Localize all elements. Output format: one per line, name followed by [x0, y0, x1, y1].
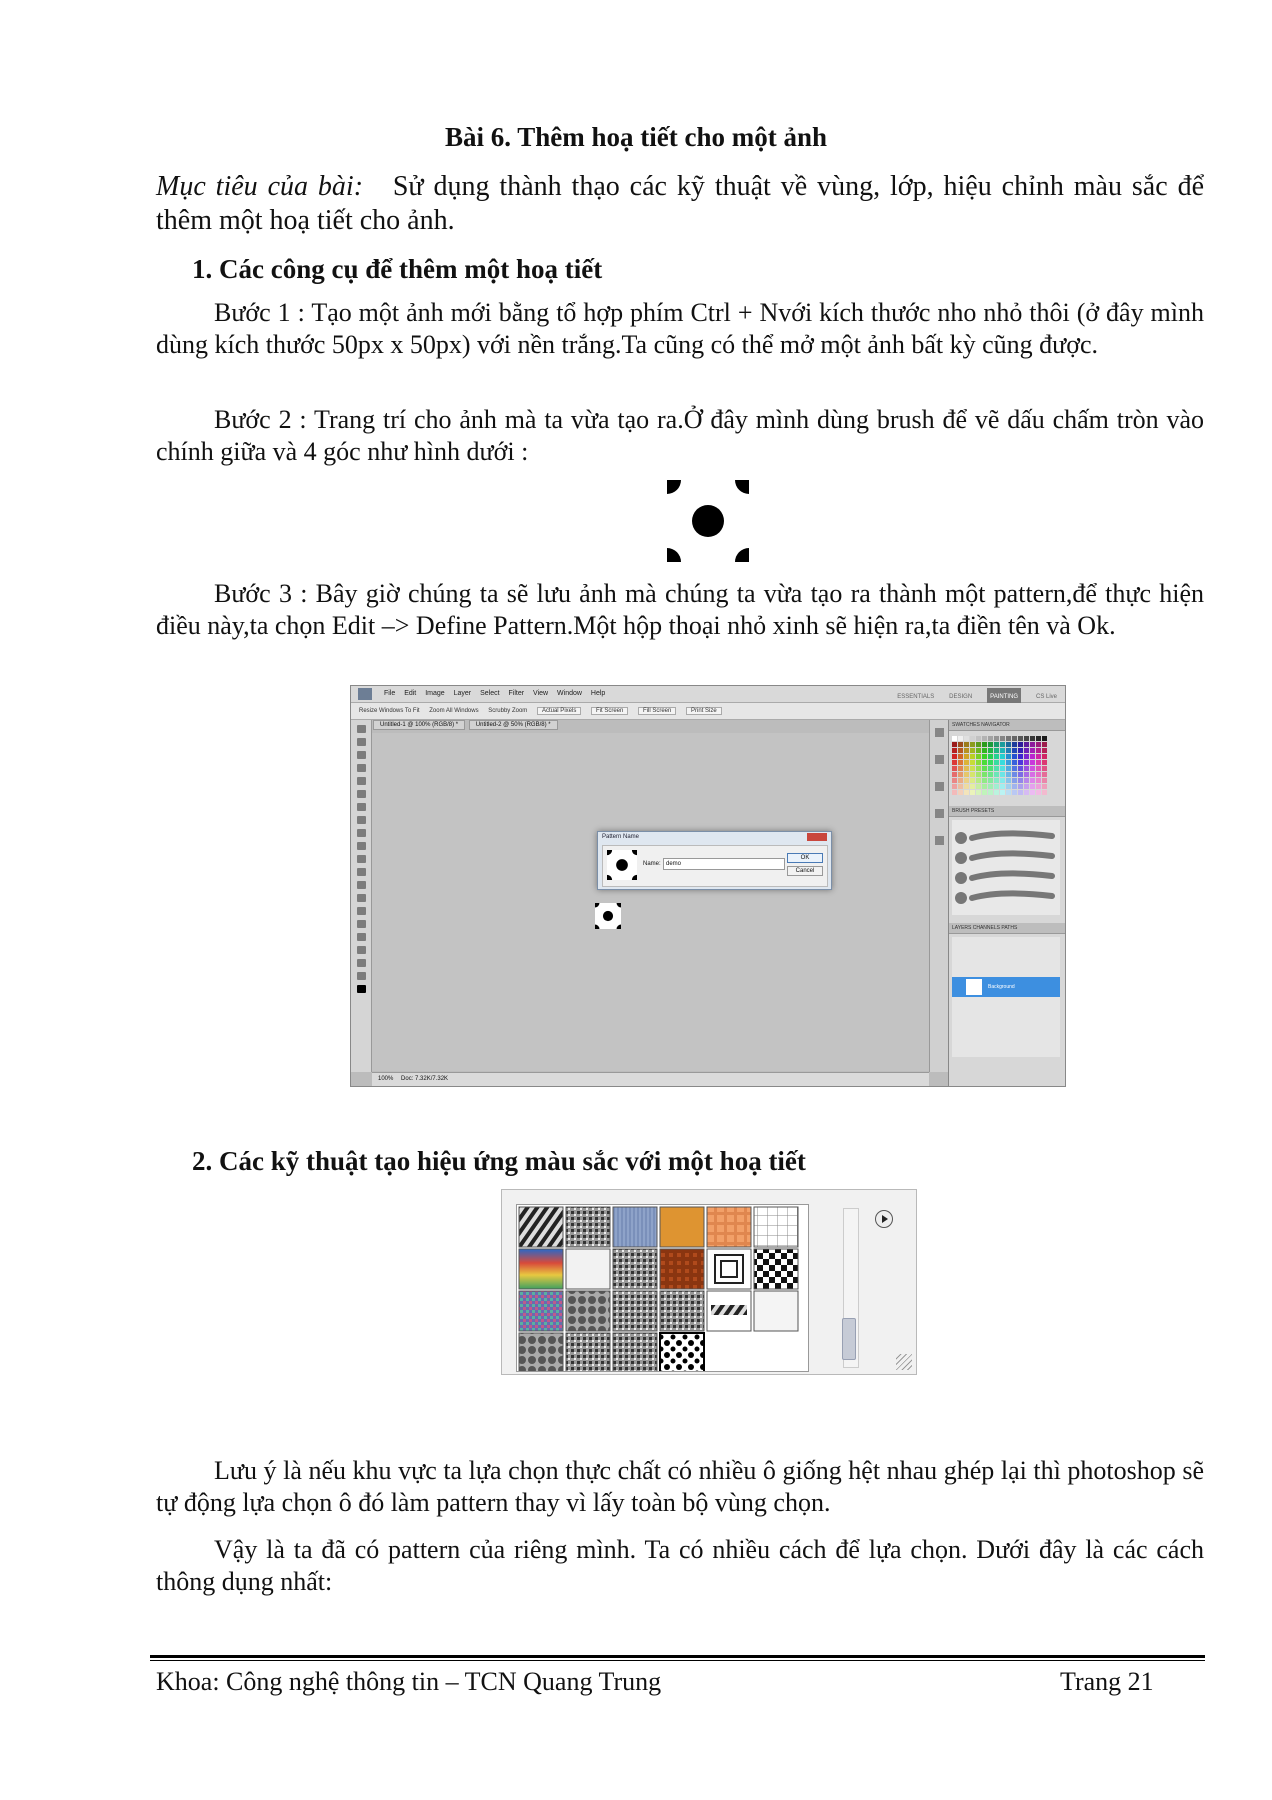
- ps-healing-tool-icon[interactable]: [357, 803, 366, 811]
- note-text: Lưu ý là nếu khu vực ta lựa chọn thực chất có nhiều ô giống hệt nhau ghép lại thì photoshop sẽ tự động lựa chọn ô đó làm pattern thay vì lấy toàn bộ vùng chọn.: [156, 1456, 1204, 1517]
- ps-foreground-color-icon[interactable]: [357, 985, 366, 993]
- dialog-title: Pattern Name: [602, 834, 640, 840]
- pattern-name-input[interactable]: demo: [663, 858, 785, 870]
- ps-magic-wand-tool-icon[interactable]: [357, 764, 366, 772]
- ps-workspace-design[interactable]: DESIGN: [949, 694, 973, 700]
- ps-crop-tool-icon[interactable]: [357, 777, 366, 785]
- ps-stamp-tool-icon[interactable]: [357, 829, 366, 837]
- ps-actual-pixels-button[interactable]: Actual Pixels: [537, 707, 581, 715]
- ps-dodge-tool-icon[interactable]: [357, 894, 366, 902]
- objective-text: Sử dụng thành thạo các kỹ thuật về vùng, lớp, hiệu chỉnh màu sắc để thêm một hoạ tiết cho ảnh.: [156, 171, 1205, 236]
- ps-dock-adjust-icon[interactable]: [935, 755, 944, 764]
- ps-panels-column: [948, 720, 1066, 1086]
- ps-document-tabs: [373, 720, 560, 732]
- step-3-text: Bước 3 : Bây giờ chúng ta sẽ lưu ảnh mà chúng ta vừa tạo ra thành một pattern,để thực hiện điều này,ta chọn Edit –> Define Pattern.Một hộp thoại nhỏ xinh sẽ hiện ra,ta điền tên và Ok.: [156, 579, 1204, 640]
- ps-gradient-tool-icon[interactable]: [357, 868, 366, 876]
- ps-eyedropper-tool-icon[interactable]: [357, 790, 366, 798]
- ps-dock-clone-icon[interactable]: [935, 809, 944, 818]
- ps-layers-panel: [952, 937, 1060, 1057]
- pattern-name-dialog: [597, 831, 832, 890]
- ps-status-doc: Doc: 7.32K/7.32K: [401, 1076, 449, 1082]
- ps-menu-edit[interactable]: Edit: [404, 690, 417, 697]
- pattern-preview-thumbnail: [607, 850, 637, 880]
- step-1-paragraph: [156, 297, 1204, 361]
- photoshop-screenshot: [350, 685, 1066, 1087]
- ps-type-tool-icon[interactable]: [357, 920, 366, 928]
- pattern-name-label: Name:: [643, 861, 661, 867]
- ps-menu-image[interactable]: Image: [425, 690, 445, 697]
- conclusion-paragraph: [156, 1534, 1204, 1598]
- pattern-grid: [516, 1204, 809, 1372]
- objective-label: Mục tiêu của bài:: [156, 171, 364, 202]
- ps-marquee-tool-icon[interactable]: [357, 738, 366, 746]
- ps-option-zoom-all[interactable]: Zoom All Windows: [429, 708, 479, 714]
- step-2-text: Bước 2 : Trang trí cho ảnh mà ta vừa tạo ra.Ở đây mình dùng brush để vẽ dấu chấm tròn vào chính giữa và 4 góc như hình dưới :: [156, 405, 1204, 466]
- dialog-ok-button[interactable]: OK: [787, 853, 823, 863]
- ps-panel-dock: [929, 720, 948, 1072]
- footer-rule-thin: [150, 1660, 1205, 1661]
- ps-logo-icon: [358, 688, 372, 700]
- ps-doc-tab-1[interactable]: Untitled-1 @ 100% (RGB/8) *: [373, 720, 465, 730]
- ps-menu-select[interactable]: Select: [480, 690, 500, 697]
- dot-pattern-image: [667, 480, 749, 562]
- step-2-paragraph: [156, 404, 1204, 468]
- pattern-scrollbar[interactable]: [839, 1208, 861, 1384]
- resize-grip-icon[interactable]: [896, 1354, 912, 1370]
- ps-layer-thumbnail: [966, 979, 982, 995]
- ps-workspace-painting[interactable]: PAINTING: [987, 688, 1021, 706]
- ps-blur-tool-icon[interactable]: [357, 881, 366, 889]
- pattern-menu-arrow-icon[interactable]: [875, 1210, 893, 1228]
- ps-layer-background[interactable]: [952, 977, 1060, 997]
- ps-status-zoom[interactable]: 100%: [378, 1076, 394, 1082]
- pattern-picker-panel: [501, 1189, 917, 1375]
- ps-layers-tab[interactable]: LAYERS CHANNELS PATHS: [949, 923, 1066, 934]
- ps-eraser-tool-icon[interactable]: [357, 855, 366, 863]
- objective-paragraph: [156, 170, 1204, 238]
- ps-swatches-tab[interactable]: SWATCHES NAVIGATOR: [949, 720, 1066, 731]
- ps-shape-tool-icon[interactable]: [357, 946, 366, 954]
- footer-rule-thick: [150, 1655, 1205, 1658]
- ps-history-brush-tool-icon[interactable]: [357, 842, 366, 850]
- dialog-cancel-button[interactable]: Cancel: [787, 866, 823, 876]
- ps-menu-file[interactable]: File: [383, 690, 396, 697]
- ps-swatches-grid[interactable]: [952, 734, 1048, 798]
- ps-menu-window[interactable]: Window: [557, 690, 582, 697]
- ps-fit-screen-button[interactable]: Fit Screen: [591, 707, 628, 715]
- ps-dock-brush-icon[interactable]: [935, 782, 944, 791]
- ps-doc-tab-2[interactable]: Untitled-2 @ 50% (RGB/8) *: [469, 720, 558, 730]
- section-1-heading: 1. Các công cụ để thêm một hoạ tiết: [192, 254, 603, 284]
- ps-menu-view[interactable]: View: [533, 690, 549, 697]
- footer-page-number: Trang 21: [1060, 1667, 1154, 1696]
- ps-option-scrubby[interactable]: Scrubby Zoom: [488, 708, 528, 714]
- ps-workspace-essentials[interactable]: ESSENTIALS: [897, 694, 935, 700]
- pattern-swatches[interactable]: [517, 1205, 808, 1371]
- ps-menu-help[interactable]: Help: [590, 690, 606, 697]
- step-3-paragraph: [156, 578, 1204, 642]
- conclusion-text: Vậy là ta đã có pattern của riêng mình. Ta có nhiều cách để lựa chọn. Dưới đây là các cách thông dụng nhất:: [156, 1535, 1204, 1596]
- ps-dock-color-icon[interactable]: [935, 728, 944, 737]
- ps-menu-bar: [351, 686, 1065, 703]
- lesson-title: Bài 6. Thêm hoạ tiết cho một ảnh: [444, 122, 828, 152]
- ps-brush-presets-list[interactable]: [952, 820, 1060, 915]
- ps-brush-tool-icon[interactable]: [357, 816, 366, 824]
- ps-cs-live[interactable]: CS Live: [1035, 694, 1057, 700]
- ps-status-bar: [372, 1072, 929, 1086]
- ps-menu-filter[interactable]: Filter: [508, 690, 525, 697]
- ps-print-size-button[interactable]: Print Size: [686, 707, 722, 715]
- ps-path-select-tool-icon[interactable]: [357, 933, 366, 941]
- ps-hand-tool-icon[interactable]: [357, 959, 366, 967]
- ps-canvas-area: [372, 733, 929, 1071]
- footer-department: Khoa: Công nghệ thông tin – TCN Quang Trung: [156, 1667, 662, 1696]
- dialog-body: [602, 845, 828, 887]
- dialog-close-icon[interactable]: [807, 833, 827, 841]
- ps-menu-layer[interactable]: Layer: [453, 690, 472, 697]
- ps-dock-tools-icon[interactable]: [935, 836, 944, 845]
- step-1-text: Bước 1 : Tạo một ảnh mới bằng tổ hợp phím Ctrl + Nvới kích thước nho nhỏ thôi (ở đây mình dùng kích thước 50px x 50px) với nền trắng.Ta cũng có thể mở một ảnh bất kỳ cũng được.: [156, 298, 1204, 359]
- ps-document-image: [595, 903, 621, 929]
- section-2-heading: 2. Các kỹ thuật tạo hiệu ứng màu sắc với một hoạ tiết: [192, 1146, 806, 1176]
- pattern-scroll-thumb[interactable]: [842, 1318, 856, 1360]
- ps-toolbox: [351, 720, 372, 1072]
- ps-move-tool-icon[interactable]: [357, 725, 366, 733]
- ps-options-bar: [351, 703, 1065, 720]
- ps-pen-tool-icon[interactable]: [357, 907, 366, 915]
- ps-fill-screen-button[interactable]: Fill Screen: [638, 707, 676, 715]
- ps-brush-presets-tab[interactable]: BRUSH PRESETS: [949, 806, 1066, 817]
- ps-layer-name: Background: [988, 984, 1015, 990]
- ps-zoom-tool-icon[interactable]: [357, 972, 366, 980]
- note-paragraph: [156, 1455, 1204, 1519]
- ps-lasso-tool-icon[interactable]: [357, 751, 366, 759]
- ps-option-resize[interactable]: Resize Windows To Fit: [359, 708, 420, 714]
